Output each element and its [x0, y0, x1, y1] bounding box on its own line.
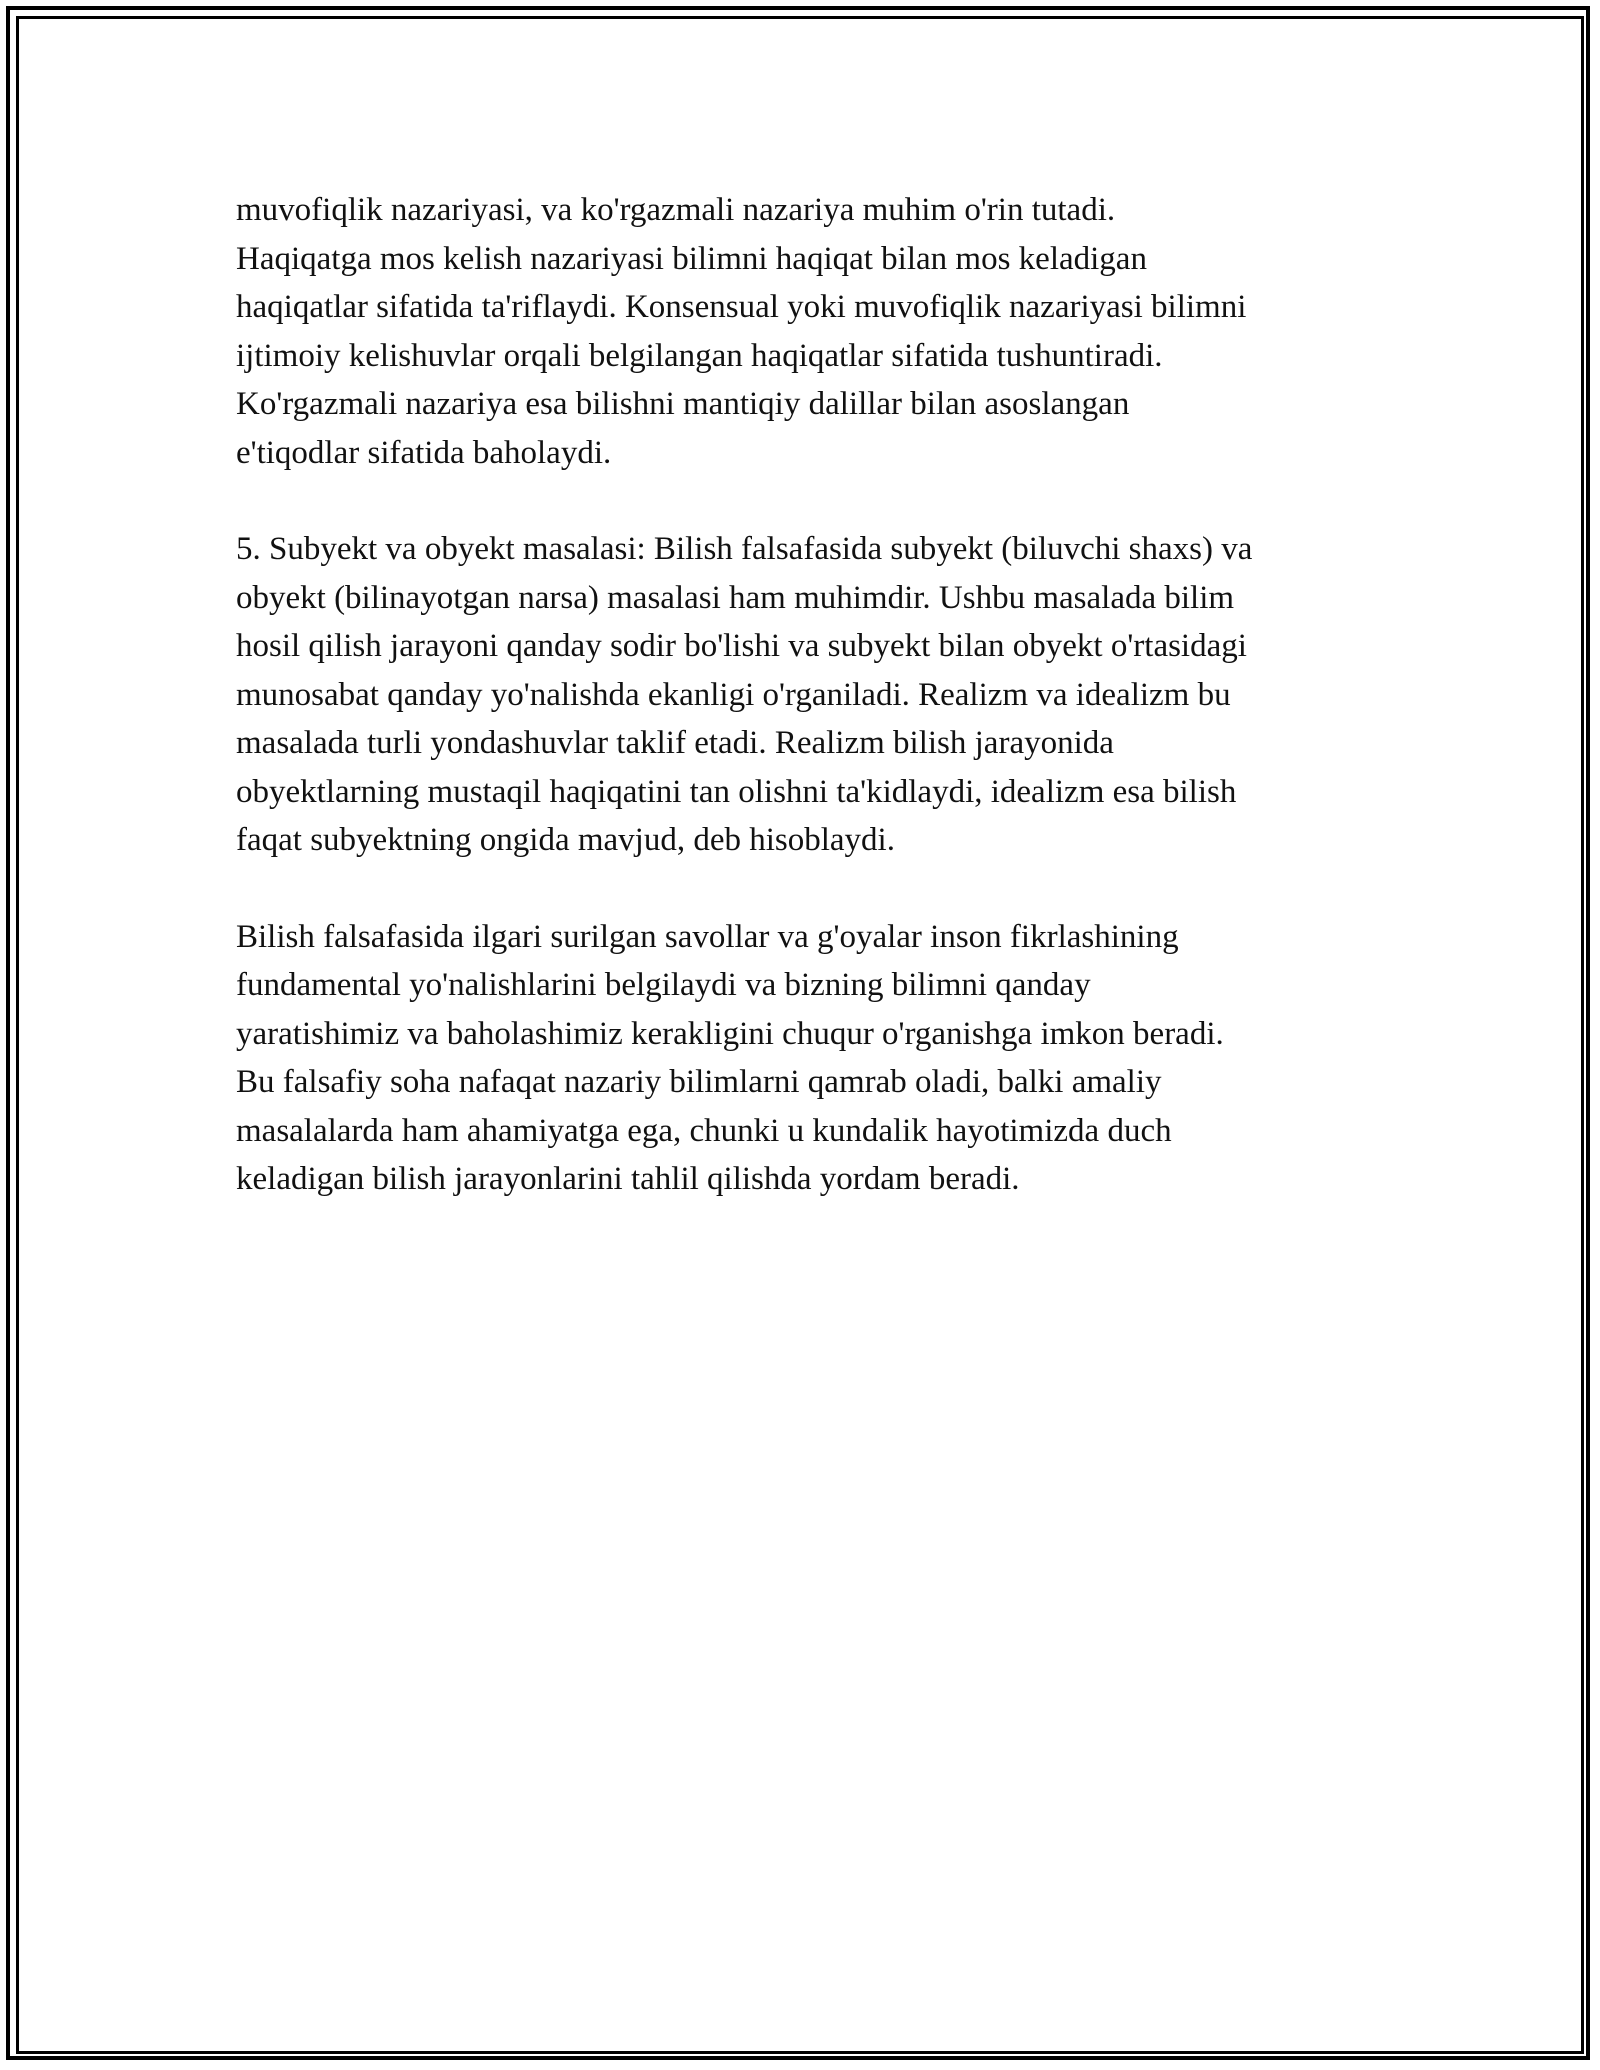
- text-line: obyekt (bilinayotgan narsa) masalasi ham muhimdir. Ushbu masalada bilim: [236, 579, 1235, 616]
- text-line: Bu falsafiy soha nafaqat nazariy bilimlarni qamrab oladi, balki amaliy: [236, 1064, 1162, 1100]
- text-line: fundamental yo'nalishlarini belgilaydi va bizning bilimni qanday: [236, 967, 1091, 1003]
- text-line: keladigan bilish jarayonlarini tahlil qilishda yordam beradi.: [236, 1161, 1020, 1197]
- text-line: haqiqatlar sifatida ta'riflaydi. Konsensual yoki muvofiqlik nazariyasi bilimni: [236, 289, 1247, 325]
- text-line: yaratishimiz va baholashimiz kerakligini chuqur o'rganishga imkon beradi.: [236, 1015, 1224, 1052]
- text-line: masalalarda ham ahamiyatga ega, chunki u kundalik hayotimizda duch: [236, 1112, 1172, 1149]
- text-line: Haqiqatga mos kelish nazariyasi bilimni haqiqat bilan mos keladigan: [236, 240, 1147, 277]
- text-line: ijtimoiy kelishuvlar orqali belgilangan haqiqatlar sifatida tushuntiradi.: [236, 337, 1163, 374]
- text-line: masalada turli yondashuvlar taklif etadi. Realizm bilish jarayonida: [236, 725, 1114, 761]
- paragraph-theories-of-truth: [236, 186, 1396, 477]
- page-content: [236, 186, 1396, 1252]
- text-line: muvofiqlik nazariyasi, va ko'rgazmali nazariya muhim o'rin tutadi.: [236, 192, 1116, 228]
- text-line: Bilish falsafasida ilgari surilgan savollar va g'oyalar inson fikrlashining: [236, 918, 1179, 955]
- text-line: munosabat qanday yo'nalishda ekanligi o'rganiladi. Realizm va idealizm bu: [236, 676, 1231, 713]
- text-line: obyektlarning mustaqil haqiqatini tan olishni ta'kidlaydi, idealizm esa bilish: [236, 773, 1237, 810]
- text-line: hosil qilish jarayoni qanday sodir bo'lishi va subyekt bilan obyekt o'rtasidagi: [236, 628, 1247, 664]
- text-line: 5. Subyekt va obyekt masalasi: Bilish falsafasida subyekt (biluvchi shaxs) va: [236, 531, 1253, 567]
- text-line: e'tiqodlar sifatida baholaydi.: [236, 434, 612, 471]
- text-line: faqat subyektning ongida mavjud, deb hisoblaydi.: [236, 822, 895, 858]
- text-line: Ko'rgazmali nazariya esa bilishni mantiqiy dalillar bilan asoslangan: [236, 386, 1130, 422]
- paragraph-subject-object: [236, 525, 1396, 865]
- paragraph-conclusion: [236, 913, 1396, 1204]
